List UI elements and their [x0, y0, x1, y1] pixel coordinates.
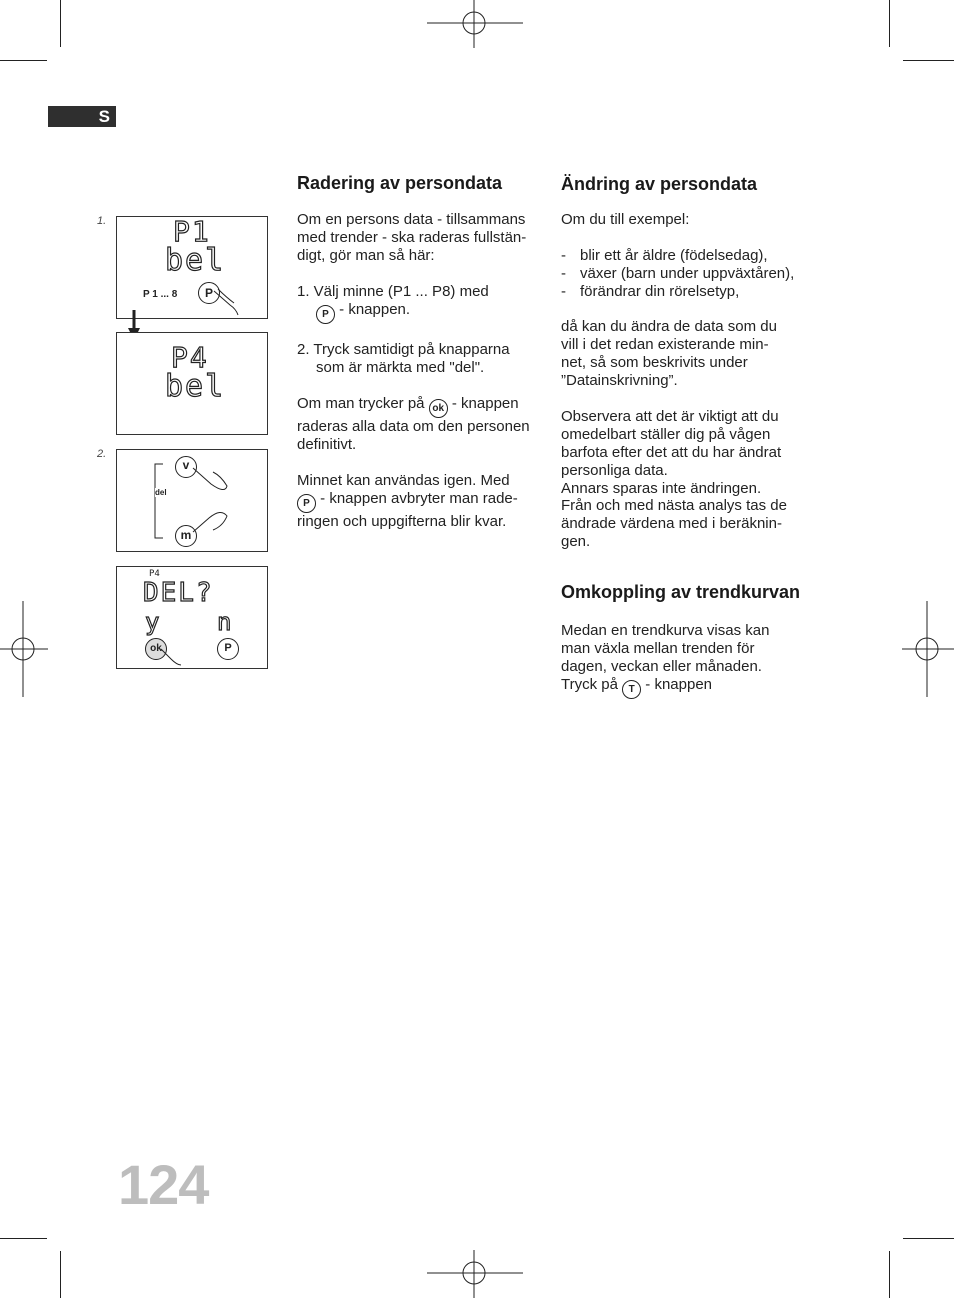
ok-line: Om man trycker på ok - knappen	[297, 395, 547, 418]
text-line: man växla mellan trenden för	[561, 639, 755, 657]
finger-icon	[191, 466, 231, 498]
crop-mark	[903, 60, 954, 61]
text-line: ringen och uppgifterna blir kvar.	[297, 512, 507, 530]
finger-icon	[212, 289, 242, 317]
registration-mark-left	[0, 601, 48, 697]
del-label: del	[155, 488, 167, 497]
text-line: Medan en trendkurva visas kan	[561, 622, 770, 639]
andring-text	[561, 211, 821, 551]
text-line: raderas alla data om den personen	[297, 418, 530, 436]
display-memory-label: P4	[149, 569, 160, 579]
language-tab	[48, 106, 116, 127]
p-button-icon: P	[316, 305, 335, 324]
text-line: ”Datainskrivning”.	[561, 372, 678, 390]
display-del-confirm	[116, 566, 268, 669]
p-button-icon: P	[198, 282, 220, 304]
display-line-1: DEL?	[143, 578, 214, 608]
text-line: digt, gör man så här:	[297, 246, 435, 264]
text-line: dagen, veckan eller månaden.	[561, 657, 762, 675]
display-no-option: n	[217, 608, 234, 636]
text-line: Om du till exempel:	[561, 211, 690, 228]
display-line-1: P1	[173, 215, 211, 248]
page-number: 124	[118, 1153, 209, 1216]
del-bracket	[153, 462, 165, 540]
mem-line: P - knappen avbryter man rade-	[297, 490, 547, 513]
text-line: då kan du ändra de data som du	[561, 318, 777, 336]
text-line: personliga data.	[561, 461, 668, 479]
text-line: med trender - ska raderas fullstän-	[297, 228, 527, 246]
finger-icon	[159, 647, 183, 667]
section-title-radering: Radering av persondata	[297, 173, 503, 193]
crop-mark	[60, 1251, 61, 1298]
figure-label-1: 1.	[97, 215, 107, 227]
registration-mark-top	[427, 0, 523, 48]
text-line: barfota efter det att du har ändrat	[561, 443, 782, 461]
display-line-2: bel	[165, 243, 226, 278]
display-line-1: P4	[171, 341, 209, 374]
t-button-icon: T	[622, 680, 641, 699]
text-line: gen.	[561, 533, 591, 551]
figure-label-2: 2.	[97, 448, 107, 460]
step-2-line: som är märkta med "del".	[316, 359, 485, 377]
section-title-andring: Ändring av persondata	[561, 174, 758, 194]
crop-mark	[0, 60, 47, 61]
text-line: Minnet kan användas igen. Med	[297, 471, 510, 489]
finger-icon	[191, 506, 231, 536]
display-line-2: bel	[165, 369, 226, 404]
step-1-line: 1. Välj minne (P1 ... P8) med	[297, 282, 489, 300]
crop-mark	[889, 0, 890, 47]
omkoppling-text	[561, 622, 821, 699]
radering-text	[297, 211, 547, 531]
language-tab-label: S	[98, 107, 110, 126]
m-button-icon: m	[175, 525, 197, 547]
crop-mark	[903, 1238, 954, 1239]
text-line: Om en persons data - tillsammans	[297, 211, 526, 228]
text-line: Observera att det är viktigt att du	[561, 407, 779, 425]
section-title-omkoppling: Omkoppling av trendkurvan	[561, 582, 801, 602]
display-p4-del	[116, 332, 268, 435]
display-p1-del	[116, 216, 268, 319]
bullet-item: - förändrar din rörelsetyp,	[561, 282, 740, 300]
v-button-icon: v	[175, 456, 197, 478]
p-button-icon: P	[217, 638, 239, 660]
text-line: vill i det redan existerande min-	[561, 336, 769, 354]
crop-mark	[60, 0, 61, 47]
step-1-line: P - knappen.	[297, 301, 547, 324]
text-line: definitivt.	[297, 436, 357, 454]
step-2-line: 2. Tryck samtidigt på knapparna	[297, 341, 510, 359]
text-line: omedelbart ställer dig på vågen	[561, 425, 771, 443]
text-line: Från och med nästa analys tas de	[561, 497, 787, 515]
text-line: ändrade värdena med i beräknin-	[561, 515, 782, 533]
bullet-item: - blir ett år äldre (födelsedag),	[561, 246, 768, 264]
text-line: net, så som beskrivits under	[561, 354, 748, 372]
del-buttons-illustration	[116, 449, 268, 552]
text-line: Annars sparas inte ändringen.	[561, 479, 762, 497]
crop-mark	[889, 1251, 890, 1298]
t-line: Tryck på T - knappen	[561, 676, 821, 699]
ok-button-icon: ok	[429, 399, 448, 418]
display-yes-option: y	[145, 608, 162, 636]
bullet-item: - växer (barn under uppväxtåren),	[561, 264, 795, 282]
p-button-icon: P	[297, 494, 316, 513]
registration-mark-right	[902, 601, 954, 697]
ok-button-icon: ok	[145, 638, 167, 660]
memory-range-caption: P 1 ... 8	[143, 289, 178, 300]
registration-mark-bottom	[427, 1250, 523, 1298]
crop-mark	[0, 1238, 47, 1239]
